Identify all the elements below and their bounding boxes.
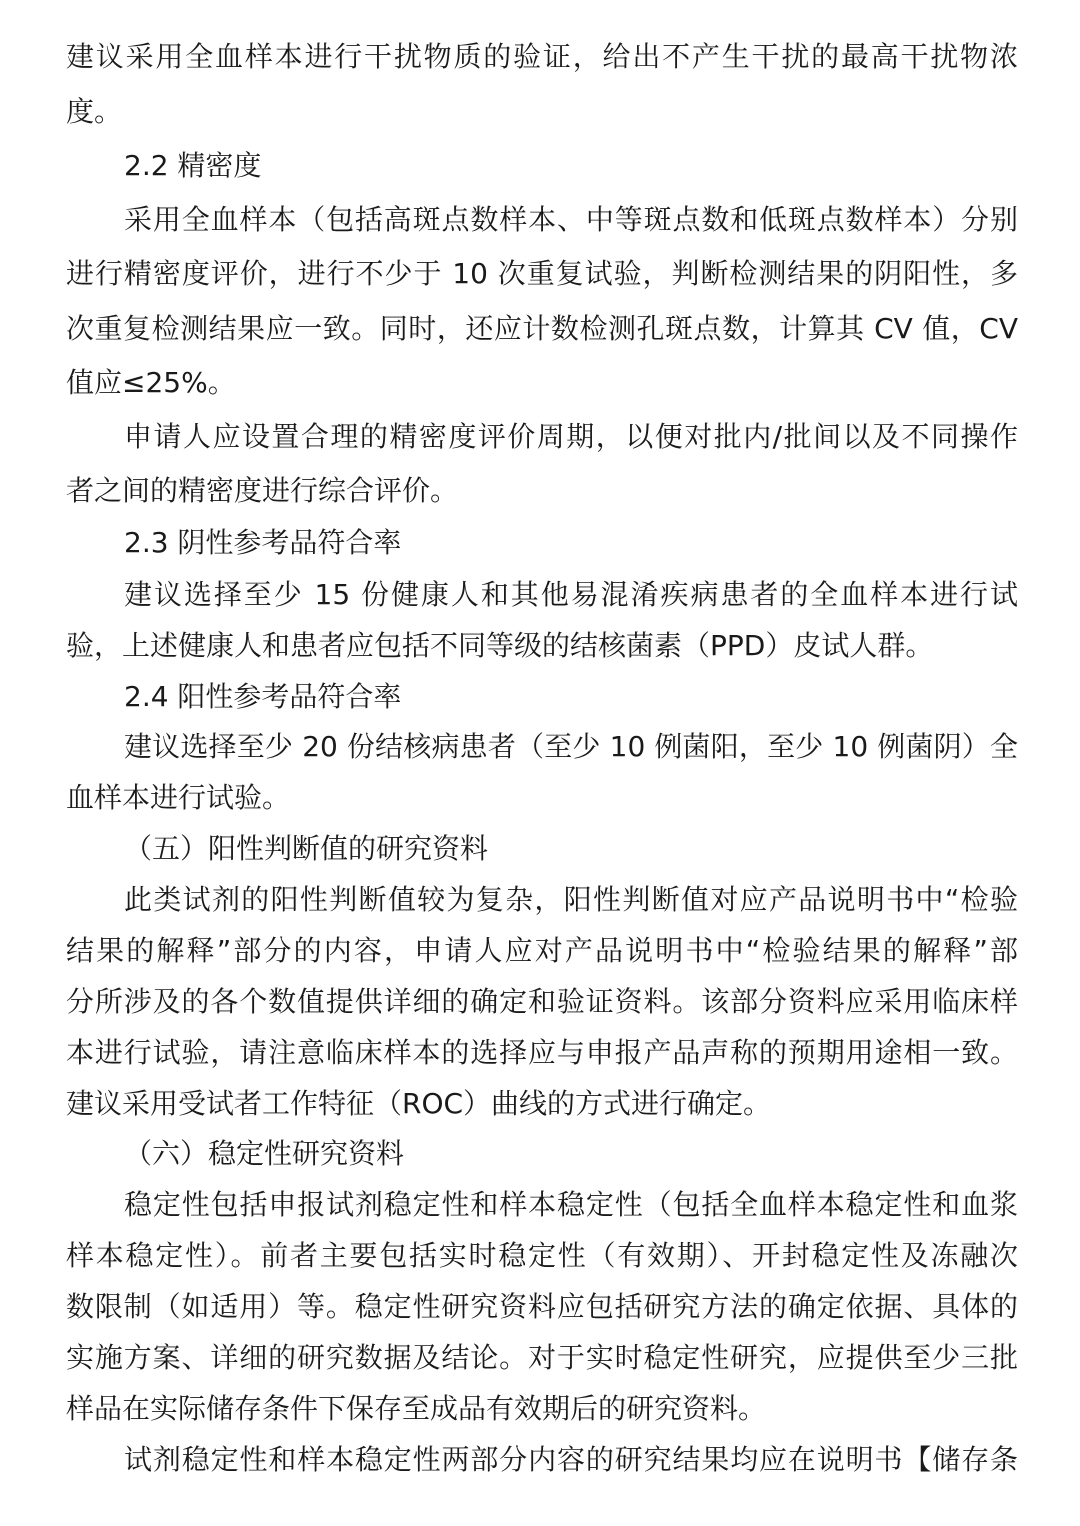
section-heading: （六）稳定性研究资料: [124, 1137, 405, 1170]
section-heading: 2.4 阳性参考品符合率: [124, 680, 402, 713]
text-line: 次重复检测结果应一致。同时，还应计数检测孔斑点数，计算其 CV 值，CV: [66, 312, 1018, 345]
text-line: 本进行试验，请注意临床样本的选择应与申报产品声称的预期用途相一致。: [66, 1036, 1018, 1069]
text-line: 进行精密度评价，进行不少于 10 次重复试验，判断检测结果的阴阳性，多: [66, 257, 1018, 290]
section-heading: 2.3 阴性参考品符合率: [124, 526, 402, 559]
text-line: 数限制（如适用）等。稳定性研究资料应包括研究方法的确定依据、具体的: [66, 1290, 1018, 1323]
text-line: 血样本进行试验。: [66, 781, 291, 814]
text-line: 建议选择至少 20 份结核病患者（至少 10 例菌阳，至少 10 例菌阴）全: [124, 730, 1018, 763]
text-line: 建议选择至少 15 份健康人和其他易混淆疾病患者的全血样本进行试: [124, 578, 1018, 611]
text-line: 建议采用全血样本进行干扰物质的验证，给出不产生干扰的最高干扰物浓: [66, 40, 1018, 73]
text-line: 实施方案、详细的研究数据及结论。对于实时稳定性研究，应提供至少三批: [66, 1341, 1018, 1374]
section-heading: （五）阳性判断值的研究资料: [124, 832, 489, 865]
text-line: 申请人应设置合理的精密度评价周期，以便对批内/批间以及不同操作: [124, 420, 1018, 453]
text-line: 稳定性包括申报试剂稳定性和样本稳定性（包括全血样本稳定性和血浆: [124, 1188, 1018, 1221]
text-line: 样品在实际储存条件下保存至成品有效期后的研究资料。: [66, 1392, 767, 1425]
text-line: 者之间的精密度进行综合评价。: [66, 474, 459, 507]
text-line: 度。: [66, 95, 123, 128]
text-line: 分所涉及的各个数值提供详细的确定和验证资料。该部分资料应采用临床样: [66, 985, 1018, 1018]
text-line: 结果的解释”部分的内容，申请人应对产品说明书中“检验结果的解释”部: [66, 934, 1018, 967]
section-heading: 2.2 精密度: [124, 149, 262, 182]
text-line: 采用全血样本（包括高斑点数样本、中等斑点数和低斑点数样本）分别: [124, 203, 1018, 236]
text-line: 此类试剂的阳性判断值较为复杂，阳性判断值对应产品说明书中“检验: [124, 883, 1018, 916]
text-line: 验，上述健康人和患者应包括不同等级的结核菌素（PPD）皮试人群。: [66, 629, 934, 662]
text-line: 试剂稳定性和样本稳定性两部分内容的研究结果均应在说明书【储存条: [124, 1443, 1018, 1476]
text-line: 值应≤25%。: [66, 366, 236, 399]
text-line: 样本稳定性）。前者主要包括实时稳定性（有效期）、开封稳定性及冻融次: [66, 1239, 1018, 1272]
text-line: 建议采用受试者工作特征（ROC）曲线的方式进行确定。: [66, 1087, 772, 1120]
